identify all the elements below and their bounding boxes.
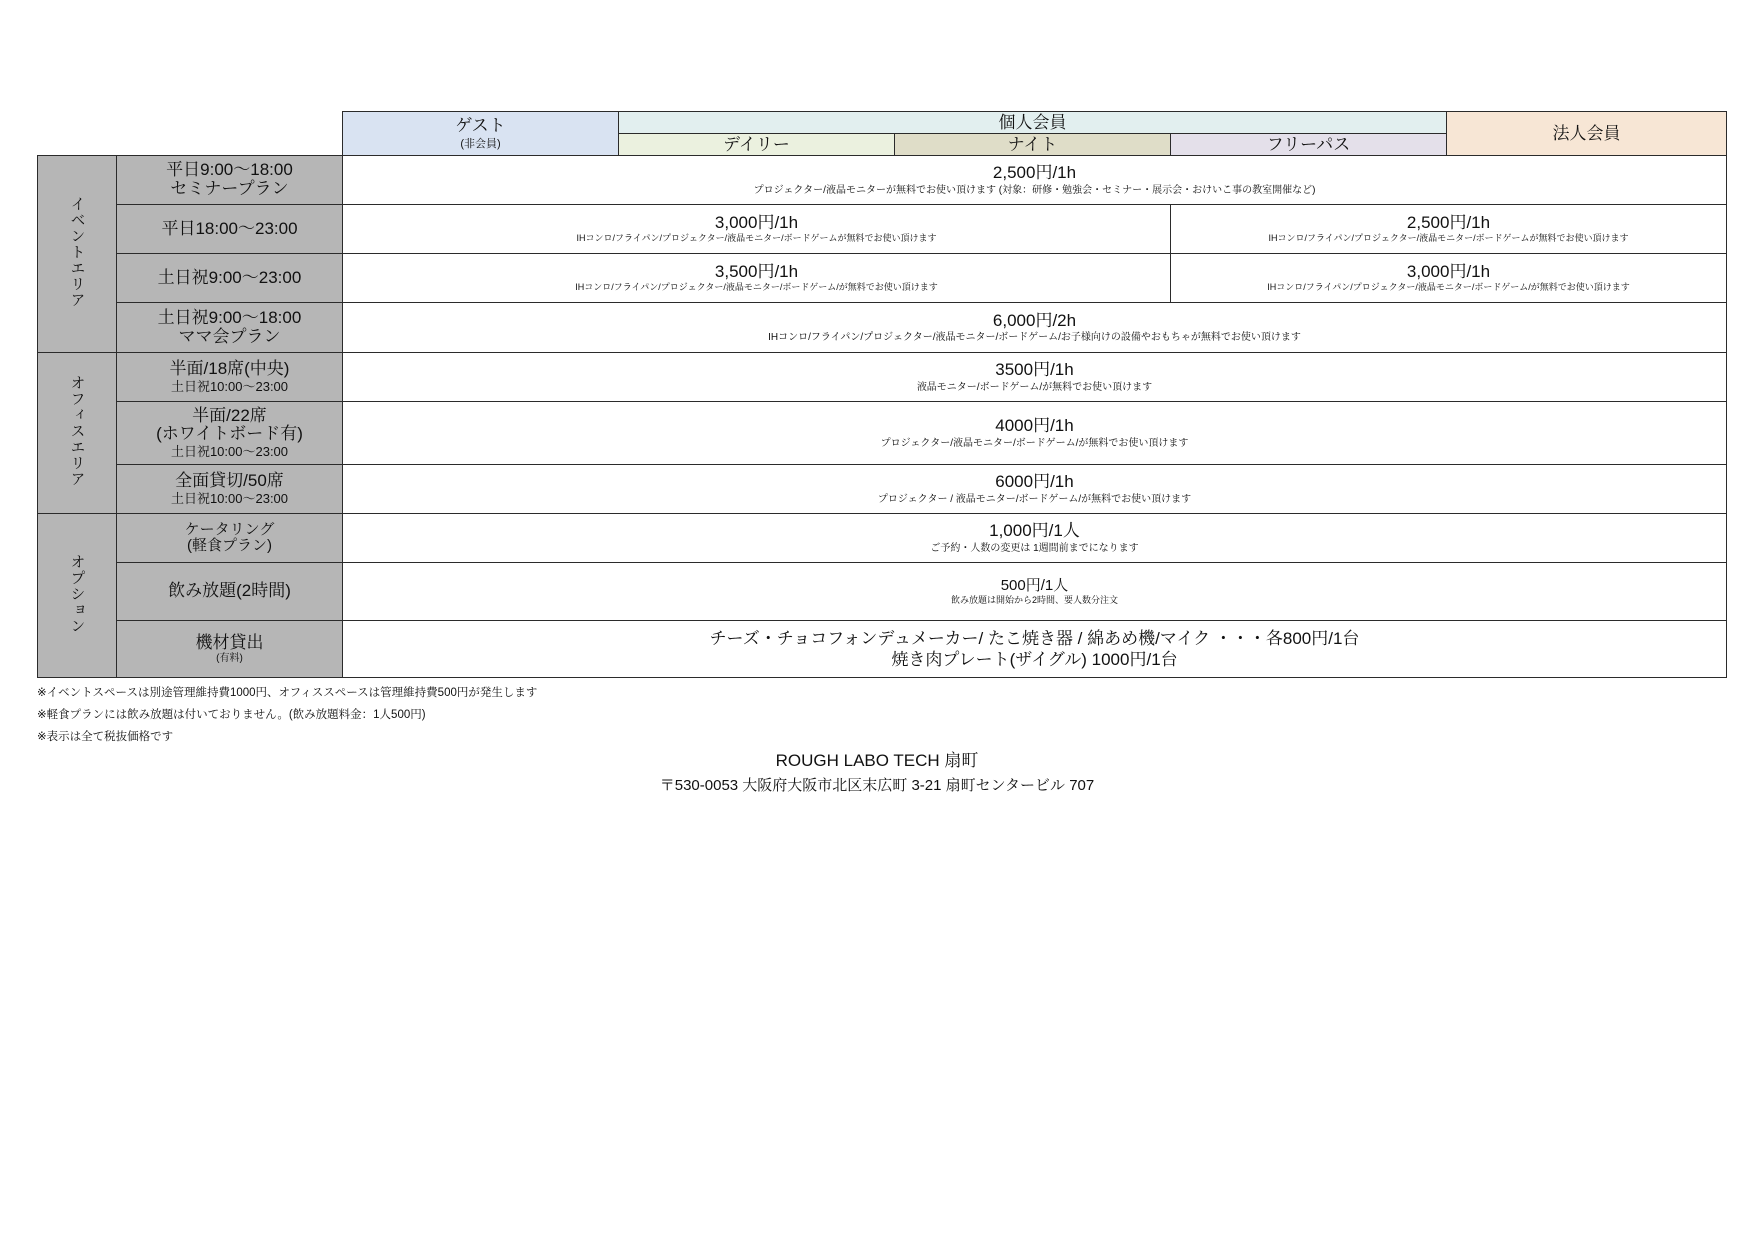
price-holiday-mama-amount: 6,000円/2h xyxy=(992,310,1077,330)
section-option-label: オプション xyxy=(68,553,86,634)
row-holiday-mama xyxy=(38,303,1727,353)
price-weekday-night-left-amount: 3,000円/1h xyxy=(714,212,799,232)
price-holiday-full-guest-daily-night xyxy=(343,254,1171,303)
row-equipment xyxy=(38,621,1727,678)
price-weekday-night-right-note: IHコンロ/フライパン/プロジェクター/液晶モニター/ボードゲームが無料でお使い頂けます xyxy=(1268,233,1629,244)
row-weekday-seminar xyxy=(38,156,1727,205)
row-catering xyxy=(38,514,1727,563)
label-equipment-name: 機材貸出 xyxy=(195,632,264,652)
section-event-area xyxy=(38,156,117,353)
price-catering xyxy=(343,514,1727,563)
label-office-full-time: 土日祝10:00〜23:00 xyxy=(170,490,289,506)
label-holiday-mama xyxy=(117,303,343,353)
section-office-label: オフィスエリア xyxy=(68,375,86,487)
header-guest xyxy=(343,112,619,156)
footnote-tax-excluded: ※表示は全て税抜価格です xyxy=(37,731,174,743)
price-holiday-full-left-amount: 3,500円/1h xyxy=(714,261,799,281)
label-office-half22 xyxy=(117,402,343,465)
label-holiday-full xyxy=(117,254,343,303)
price-weekday-seminar xyxy=(343,156,1727,205)
label-office-half18-time: 土日祝10:00〜23:00 xyxy=(170,378,289,394)
label-office-half22-time: 土日祝10:00〜23:00 xyxy=(170,444,289,460)
header-guest-label: ゲスト xyxy=(455,116,506,136)
label-drinks xyxy=(117,563,343,621)
price-weekday-night-freepass-corp xyxy=(1171,205,1727,254)
label-office-half22-name: 半面/22席 xyxy=(192,405,267,425)
price-holiday-mama-note: IHコンロ/フライパン/プロジェクター/液晶モニター/ボードゲーム/お子様向けの設備やおもちゃが無料でお使い頂けます xyxy=(768,332,1301,344)
footer-address: 〒530-0053 大阪府大阪市北区末広町 3-21 扇町センタービル 707 xyxy=(659,777,1095,794)
label-weekday-seminar-plan: セミナープラン xyxy=(170,179,289,198)
price-office-half22-amount: 4000円/1h xyxy=(995,416,1074,436)
price-equipment xyxy=(343,621,1727,678)
row-drinks xyxy=(38,563,1727,621)
header-corporate: 法人会員 xyxy=(1447,112,1727,156)
label-equipment-paid: (有料) xyxy=(216,653,243,665)
header-corner-blank xyxy=(38,112,343,156)
header-row-top xyxy=(38,112,1727,134)
label-office-half22-whiteboard: (ホワイトボード有) xyxy=(156,424,303,444)
row-office-half18 xyxy=(38,353,1727,402)
price-office-half22-note: プロジェクター/液晶モニター/ボードゲーム/が無料でお使い頂けます xyxy=(880,437,1189,449)
price-office-full xyxy=(343,465,1727,514)
footnotes xyxy=(37,682,537,748)
label-office-half18-name: 半面/18席(中央) xyxy=(169,359,290,378)
section-office-area xyxy=(38,353,117,514)
label-office-half18 xyxy=(117,353,343,402)
price-catering-amount: 1,000円/1人 xyxy=(989,521,1080,541)
price-office-half18-amount: 3500円/1h xyxy=(995,360,1074,380)
price-weekday-seminar-note: プロジェクター/液晶モニターが無料でお使い頂けます (対象：研修・勉強会・セミナー・展示会・おけいこ事の教室開催など) xyxy=(753,184,1316,196)
price-office-half18-note: 液晶モニター/ボードゲーム/が無料でお使い頂けます xyxy=(916,381,1153,393)
label-catering-name: ケータリング xyxy=(184,520,275,538)
price-holiday-full-left-note: IHコンロ/フライパン/プロジェクター/液晶モニター/ボードゲーム/が無料でお使い頂けます xyxy=(575,282,938,293)
price-equipment-line1: チーズ・チョコフォンデュメーカー/ たこ焼き器 / 綿あめ機/マイク ・・・各800円/1台 xyxy=(709,628,1360,648)
label-catering-plan: (軽食プラン) xyxy=(187,537,272,554)
price-equipment-line2: 焼き肉プレート(ザイグル) 1000円/1台 xyxy=(891,650,1178,669)
row-office-full xyxy=(38,465,1727,514)
footnote-maintenance-fee: ※イベントスペースは別途管理維持費1000円、オフィススペースは管理維持費500円が発生します xyxy=(37,687,538,699)
row-weekday-night xyxy=(38,205,1727,254)
price-weekday-night-guest-daily-night xyxy=(343,205,1171,254)
label-office-full xyxy=(117,465,343,514)
price-weekday-seminar-amount: 2,500円/1h xyxy=(992,163,1077,183)
price-weekday-night-left-note: IHコンロ/フライパン/プロジェクター/液晶モニター/ボードゲームが無料でお使い頂けます xyxy=(576,233,937,244)
label-weekday-seminar xyxy=(117,156,343,205)
section-option-area xyxy=(38,514,117,678)
price-holiday-full-right-amount: 3,000円/1h xyxy=(1406,261,1491,281)
header-night: ナイト xyxy=(895,134,1171,156)
label-drinks-name: 飲み放題(2時間) xyxy=(168,581,291,601)
price-drinks-note: 飲み放題は開始から2時間、要人数分注文 xyxy=(950,594,1118,605)
price-office-half18 xyxy=(343,353,1727,402)
price-weekday-night-right-amount: 2,500円/1h xyxy=(1406,212,1491,232)
header-daily: デイリー xyxy=(619,134,895,156)
row-office-half22 xyxy=(38,402,1727,465)
section-event-label: イベントエリア xyxy=(68,196,86,308)
label-weekday-seminar-time: 平日9:00〜18:00 xyxy=(166,160,293,180)
label-weekday-night xyxy=(117,205,343,254)
header-individual: 個人会員 xyxy=(619,112,1447,134)
label-catering xyxy=(117,514,343,563)
footnote-drinks-not-included: ※軽食プランには飲み放題は付いておりません。(飲み放題料金：1人500円) xyxy=(37,709,426,721)
price-office-full-note: プロジェクター / 液晶モニター/ボードゲーム/が無料でお使い頂けます xyxy=(877,493,1192,505)
label-holiday-full-time: 土日祝9:00〜23:00 xyxy=(157,267,302,287)
label-weekday-night-time: 平日18:00〜23:00 xyxy=(161,218,298,238)
label-office-full-name: 全面貸切/50席 xyxy=(175,471,284,490)
price-office-half22 xyxy=(343,402,1727,465)
header-guest-sub: (非会員) xyxy=(460,137,501,150)
price-office-full-amount: 6000円/1h xyxy=(995,472,1074,492)
label-equipment xyxy=(117,621,343,678)
label-holiday-mama-time: 土日祝9:00〜18:00 xyxy=(157,307,302,327)
price-table xyxy=(37,111,1727,678)
label-holiday-mama-plan: ママ会プラン xyxy=(178,326,281,346)
price-holiday-mama xyxy=(343,303,1727,353)
price-drinks xyxy=(343,563,1727,621)
price-holiday-full-freepass-corp xyxy=(1171,254,1727,303)
price-drinks-amount: 500円/1人 xyxy=(1000,576,1069,594)
row-holiday-full xyxy=(38,254,1727,303)
footer-company-name: ROUGH LABO TECH 扇町 xyxy=(775,751,979,770)
header-freepass: フリーパス xyxy=(1171,134,1447,156)
price-holiday-full-right-note: IHコンロ/フライパン/プロジェクター/液晶モニター/ボードゲーム/が無料でお使い頂けます xyxy=(1267,282,1630,293)
price-catering-note: ご予約・人数の変更は 1週間前までになります xyxy=(930,542,1139,554)
